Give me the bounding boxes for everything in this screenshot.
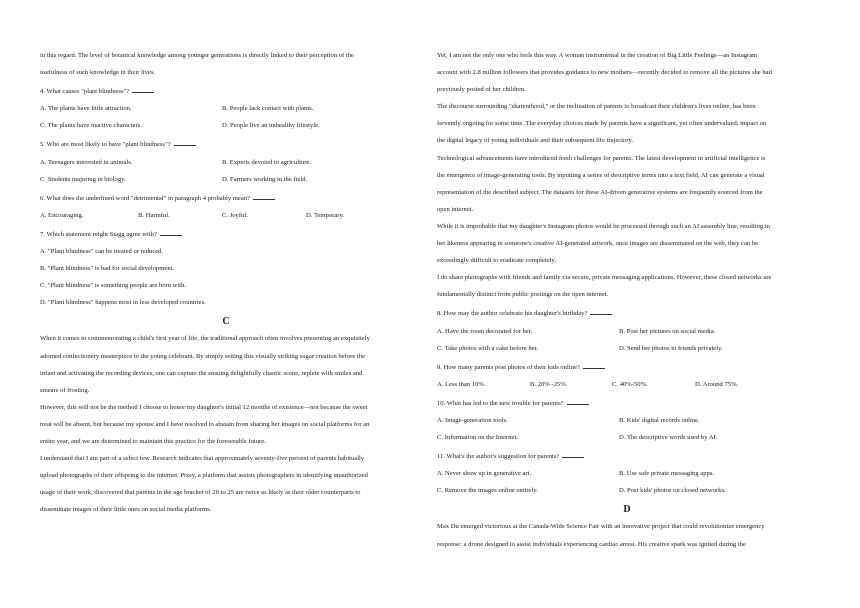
passage-line: Yet, I am not the only one who feels this way. A woman instrumental in the creation of Big Little Feelings—an Instagram bbox=[437, 52, 758, 59]
option-b: B. People lack contact with plants. bbox=[222, 105, 314, 113]
option-c: C. Remove the images online entirely. bbox=[437, 487, 538, 495]
option-d: D. Farmers working in the field. bbox=[222, 175, 308, 183]
passage-line: representation of the described subject. The datasets for these AI-driven generative systems are frequently sourced from the bbox=[437, 188, 763, 196]
question-11-options bbox=[437, 470, 817, 479]
question-11 bbox=[437, 451, 817, 462]
option-b: B. "Plant blindness" is bad for social development. bbox=[40, 265, 175, 273]
passage-line: infant and activating the recording devices, one can capture the ensuing delightfully chaotic scene, replete with smiles and bbox=[40, 369, 363, 377]
question-6-options bbox=[40, 212, 412, 221]
option-b: B. Post her pictures on social media. bbox=[619, 327, 716, 335]
left-column bbox=[40, 52, 412, 523]
option-a: A. The plants have little attraction. bbox=[40, 105, 132, 113]
option-d: D. People live an unhealthy lifestyle. bbox=[222, 122, 320, 130]
option-c: C. Students majoring in biology. bbox=[40, 175, 126, 183]
question-10-options bbox=[437, 434, 817, 443]
passage-line: smears of frosting. bbox=[40, 386, 90, 394]
question-4-options bbox=[40, 105, 412, 114]
option-a: A. Never show up in generative art. bbox=[437, 470, 532, 478]
question-4-options bbox=[40, 122, 412, 131]
passage-line: the digital legacy of young individuals and their subsequent life trajectory. bbox=[437, 137, 634, 145]
section-heading-d: D bbox=[623, 504, 631, 516]
option-a: A. "Plant blindness" can be treated or reduced. bbox=[40, 248, 164, 256]
passage-line: fervently ongoing for some time. The everyday choices made by parents have a significant, yet often undervalued, impact on bbox=[437, 120, 767, 128]
passage-line: I do share photographs with friends and family via secure, private messaging applications. However, these closed networks are bbox=[437, 274, 772, 282]
passage-line: usefulness of such knowledge in their lives. bbox=[40, 69, 156, 77]
passage-line: Max Du emerged victorious at the Canada-Wide Science Fair with an innovative project that could revolutionize emergency bbox=[437, 523, 765, 531]
question-9 bbox=[437, 362, 817, 373]
option-d: D. Post kids' photos on closed networks. bbox=[619, 487, 726, 495]
passage-line: Technological advancements have introduced fresh challenges for parents. The latest development in artificial intelligence is bbox=[437, 154, 766, 162]
question-stem: 6. What does the underlined word "detrimental" in paragraph 4 probably mean? bbox=[40, 194, 250, 202]
answer-blank[interactable] bbox=[174, 139, 196, 146]
question-stem: 11. What's the author's suggestion for parents? bbox=[437, 453, 560, 461]
passage-line: While it is improbable that my daughter's Instagram photos would be processed through such an AI assembly line, resulting in bbox=[437, 222, 771, 230]
passage-line: I understand that I am part of a select few. Research indicates that approximately seventy-five percent of parents habitually bbox=[40, 455, 365, 463]
passage-line: fundamentally distinct from public postings on the open internet. bbox=[437, 291, 609, 299]
question-7 bbox=[40, 229, 412, 240]
passage-line: open internet. bbox=[437, 205, 474, 213]
question-5-options bbox=[40, 176, 412, 185]
question-stem: 8. How may the author celebrate his daughter's birthday? bbox=[437, 310, 588, 318]
question-4 bbox=[40, 86, 412, 97]
answer-blank[interactable] bbox=[562, 451, 584, 458]
option-c: C. "Plant blindness" is something people are born with. bbox=[40, 282, 187, 290]
passage-line: When it comes to commemorating a child's first year of life, the traditional approach often involves presenting an exquisitely bbox=[40, 335, 370, 343]
question-5-options bbox=[40, 159, 412, 168]
passage-line: treat will be absent, but because my spouse and I have resolved to abstain from sharing her images on social platforms for an bbox=[40, 420, 370, 428]
option-a: A. Have the room decorated for her. bbox=[437, 327, 533, 335]
passage-line: The discourse surrounding "sharenthood," or the inclination of parents to broadcast their children's lives online, has been bbox=[437, 103, 756, 111]
option-c: C. The plants have inactive characters. bbox=[40, 122, 142, 130]
section-heading-c: C bbox=[222, 316, 230, 328]
question-10 bbox=[437, 398, 817, 409]
answer-blank[interactable] bbox=[567, 398, 589, 405]
answer-blank[interactable] bbox=[583, 362, 605, 369]
question-stem: 4. What causes "plant blindness"? bbox=[40, 88, 130, 96]
option-d: D. Around 75%. bbox=[695, 380, 739, 388]
option-b: B. Use safe private messaging apps. bbox=[619, 470, 715, 478]
option-d: D. The descriptive words used by AI. bbox=[619, 434, 718, 442]
passage-line: in this regard. The level of botanical knowledge among younger generations is directly linked to their perception of the bbox=[40, 52, 354, 59]
option-d: D. "Plant blindness" happens most in less developed countries. bbox=[40, 299, 206, 307]
option-c: C. Joyful. bbox=[222, 211, 248, 219]
option-b: B. Kids' digital records online. bbox=[619, 416, 700, 424]
passage-line: adorned confectionery masterpiece to the young celebrant. By simply setting this visually striking sugar creation before the bbox=[40, 352, 366, 360]
option-a: A. Less than 10%. bbox=[437, 380, 486, 388]
passage-line: upload photographs of their offspring to the internet. Pixsy, a platform that assists photographers in identifying unauthorized bbox=[40, 472, 368, 480]
passage-line: usage of their work, discovered that parents in the age bracket of 20 to 25 are twice as likely as their older counterparts to bbox=[40, 489, 361, 497]
passage-line: the emergence of image-generating tools. By inputting a series of descriptive terms into a text field, AI can generate a visual bbox=[437, 171, 765, 179]
question-8-options bbox=[437, 328, 817, 337]
option-c: C. 40%-50%. bbox=[612, 380, 648, 388]
option-d: D. Temporary. bbox=[306, 211, 344, 219]
question-stem: 5. Who are most likely to have "plant blindness"? bbox=[40, 141, 171, 149]
question-stem: 7. Which statement might Stagg agree with? bbox=[40, 230, 157, 238]
question-11-options bbox=[437, 487, 817, 496]
passage-line: previously posted of her children. bbox=[437, 86, 526, 94]
passage-line: entire year, and we are determined to maintain this practice for the foreseeable future. bbox=[40, 437, 266, 445]
option-c: C. Take photos with a cake before her. bbox=[437, 344, 539, 352]
passage-line: account with 2.8 million followers that provides guidance to new mothers—recently decided to remove all the pictures she had bbox=[437, 69, 772, 77]
passage-line: However, this will not be the method I choose to honor my daughter's initial 12 months of existence—not because the sweet bbox=[40, 403, 368, 411]
question-stem: 9. How many parents post photos of their kids online? bbox=[437, 363, 580, 371]
question-6 bbox=[40, 193, 412, 204]
question-8-options bbox=[437, 345, 817, 354]
question-9-options bbox=[437, 381, 817, 390]
option-a: A. Teenagers interested in animals. bbox=[40, 158, 133, 166]
answer-blank[interactable] bbox=[253, 193, 275, 200]
question-5 bbox=[40, 139, 412, 150]
passage-line: disseminate images of their little ones on social media platforms. bbox=[40, 506, 212, 514]
option-a: A. Image-generation tools. bbox=[437, 416, 508, 424]
answer-blank[interactable] bbox=[132, 86, 154, 93]
right-column bbox=[437, 52, 817, 558]
answer-blank[interactable] bbox=[590, 308, 612, 315]
option-c: C. Information on the Internet. bbox=[437, 434, 518, 442]
option-a: A. Encouraging. bbox=[40, 211, 84, 219]
question-stem: 10. What has led to the new trouble for parents? bbox=[437, 399, 564, 407]
passage-line: response: a drone designed to assist individuals experiencing cardiac arrest. His creative spark was ignited during the bbox=[437, 540, 746, 548]
option-b: B. 20% -25%. bbox=[530, 380, 568, 388]
passage-line: her likeness appearing in someone's creative AI-generated artwork, once images are disseminated on the web, they can be bbox=[437, 240, 759, 248]
question-10-options bbox=[437, 417, 817, 426]
option-b: B. Harmful. bbox=[138, 211, 170, 219]
answer-blank[interactable] bbox=[160, 229, 182, 236]
question-8 bbox=[437, 308, 817, 319]
option-b: B. Experts devoted to agriculture. bbox=[222, 158, 311, 166]
passage-line: exceedingly difficult to eradicate completely. bbox=[437, 257, 557, 265]
option-d: D. Send her photos to friends privately. bbox=[619, 344, 723, 352]
